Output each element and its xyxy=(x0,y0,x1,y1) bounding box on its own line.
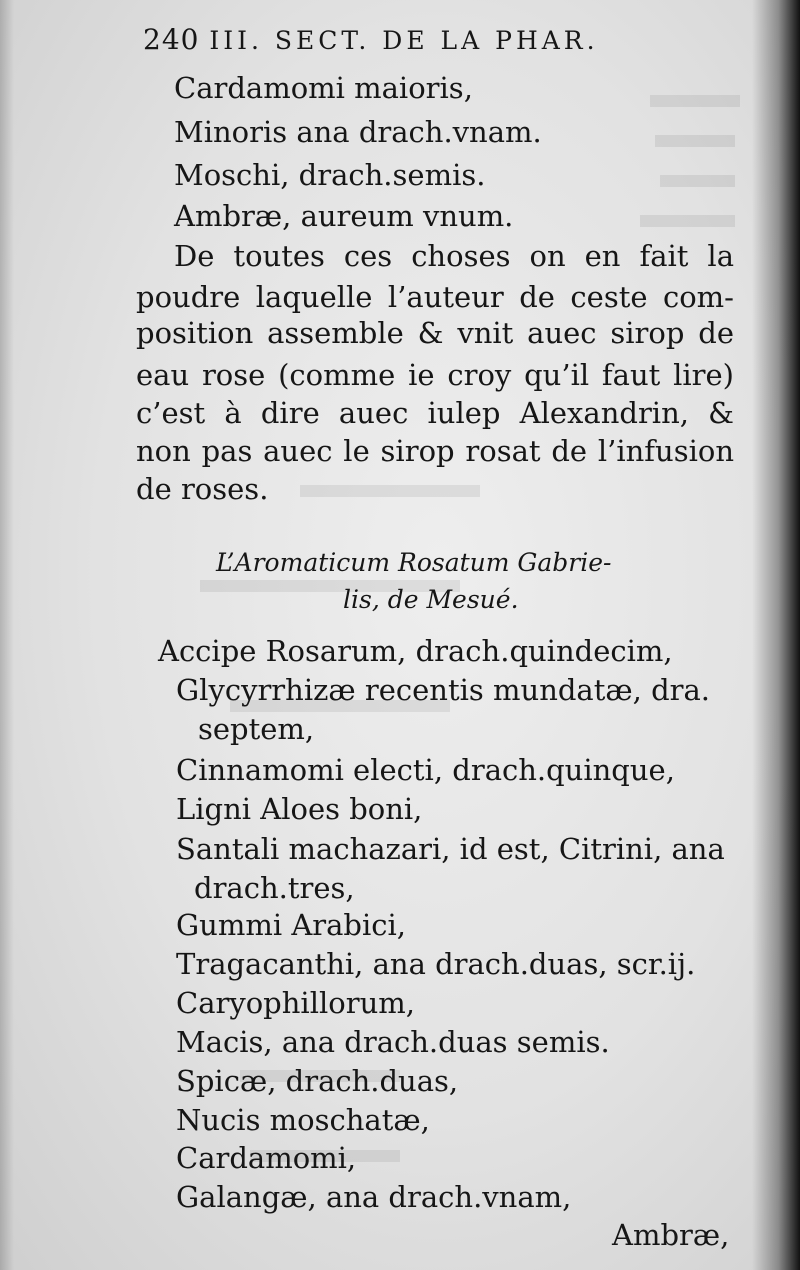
recipe-line: septem, xyxy=(198,712,315,746)
recipe-line: Santali machazari, id est, Citrini, ana xyxy=(176,832,725,866)
running-head-title: III. SECT. DE LA PHAR. xyxy=(209,26,599,55)
recipe-line: Caryophillorum, xyxy=(176,986,415,1020)
recipe-line: Cinnamomi electi, drach.quinque, xyxy=(176,753,675,787)
recipe-line: Macis, ana drach.duas semis. xyxy=(176,1025,610,1059)
paragraph-line: eau rose (comme ie croy qu’il faut lire) xyxy=(136,358,734,392)
recipe-line: Tragacanthi, ana drach.duas, scr.ij. xyxy=(176,947,696,981)
spine-shadow xyxy=(752,0,800,1270)
paragraph-line: de roses. xyxy=(136,472,269,506)
recipe-line: drach.tres, xyxy=(194,871,355,905)
paragraph-line: De toutes ces choses on en fait la xyxy=(174,239,734,273)
recipe-line: Galangæ, ana drach.vnam, xyxy=(176,1180,572,1214)
recipe-line: Cardamomi, xyxy=(176,1141,357,1175)
recipe-line: Nucis moschatæ, xyxy=(176,1103,430,1137)
recipe-line: Spicæ, drach.duas, xyxy=(176,1064,459,1098)
recipe-line: Ambræ, aureum vnum. xyxy=(174,199,514,233)
recipe-line: Moschi, drach.semis. xyxy=(174,158,486,192)
catchword: Ambræ, xyxy=(612,1218,730,1252)
recipe-line: Minoris ana drach.vnam. xyxy=(174,115,542,149)
running-header xyxy=(143,22,599,59)
paragraph-line: position assemble & vnit auec sirop de xyxy=(136,316,734,350)
paragraph-line: poudre laquelle l’auteur de ceste com- xyxy=(136,280,734,314)
section-heading: L’Aromaticum Rosatum Gabrie- xyxy=(216,548,612,577)
page-number: 240 xyxy=(143,23,200,56)
paragraph-line: non pas auec le sirop rosat de l’infusion xyxy=(136,434,734,468)
recipe-line: Accipe Rosarum, drach.quindecim, xyxy=(158,634,673,668)
left-page-edge-shadow xyxy=(0,0,14,1270)
recipe-line: Gummi Arabici, xyxy=(176,908,407,942)
recipe-line: Glycyrrhizæ recentis mundatæ, dra. xyxy=(176,673,711,707)
recipe-line: Cardamomi maioris, xyxy=(174,71,473,105)
paragraph-line: c’est à dire auec iulep Alexandrin, & xyxy=(136,396,734,430)
section-heading: lis, de Mesué. xyxy=(343,585,519,614)
recipe-line: Ligni Aloes boni, xyxy=(176,792,423,826)
